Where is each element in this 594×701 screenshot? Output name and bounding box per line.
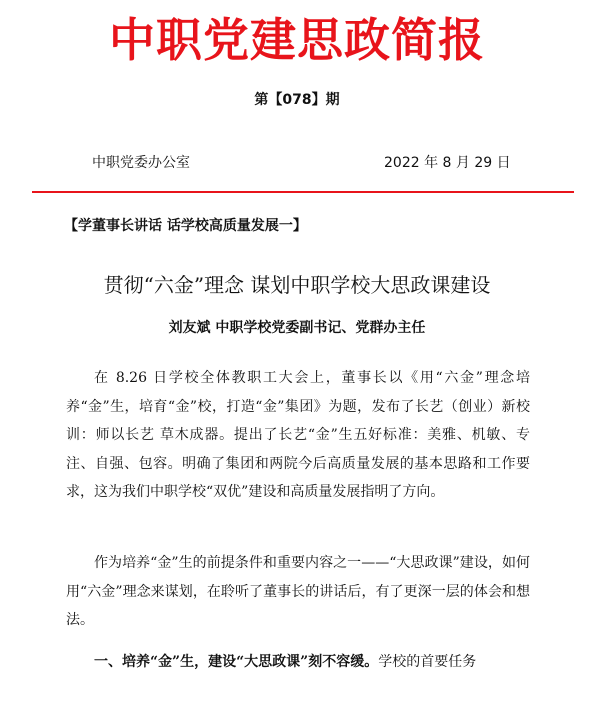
issue-number: 第【078】期 — [254, 92, 340, 108]
issue-date: 2022 年 8 月 29 日 — [384, 155, 511, 171]
article-title: 贯彻“六金”理念 谋划中职学校大思政课建设 — [103, 273, 491, 297]
red-divider — [32, 191, 574, 193]
issuing-office: 中职党委办公室 — [92, 155, 190, 171]
column-tag: 【学董事长讲话 话学校高质量发展一】 — [64, 218, 307, 234]
body-paragraph-2: 作为培养“金”生的前提条件和重要内容之一——“大思政课”建设，如何用“六金”理念来谋划，在聆听了董事长的讲话后，有了更深一层的体会和想法。 — [66, 555, 530, 628]
masthead-title: 中职党建思政简报 — [109, 13, 485, 67]
article-byline: 刘友斌 中职学校党委副书记、党群办主任 — [168, 320, 426, 336]
section-heading: 一、培养“金”生，建设“大思政课”刻不容缓。 — [94, 654, 379, 670]
body-paragraph-1: 在 8.26 日学校全体教职工大会上，董事长以《用“六金”理念培养“金”生，培育“金”校，打造“金”集团》为题，发布了长艺（创业）新校训：师以长艺 草木成器。提出了长艺“金”生五好标准：美雅、机敏、专注、自强、包容。明确了集团和两院今后高质量发展的基本思路和工作要求，这为我们中职学校“双优”建设和高质量发展指明了方向。 — [66, 370, 530, 500]
section-text: 学校的首要任务 — [378, 654, 477, 670]
section-paragraph — [66, 648, 530, 677]
